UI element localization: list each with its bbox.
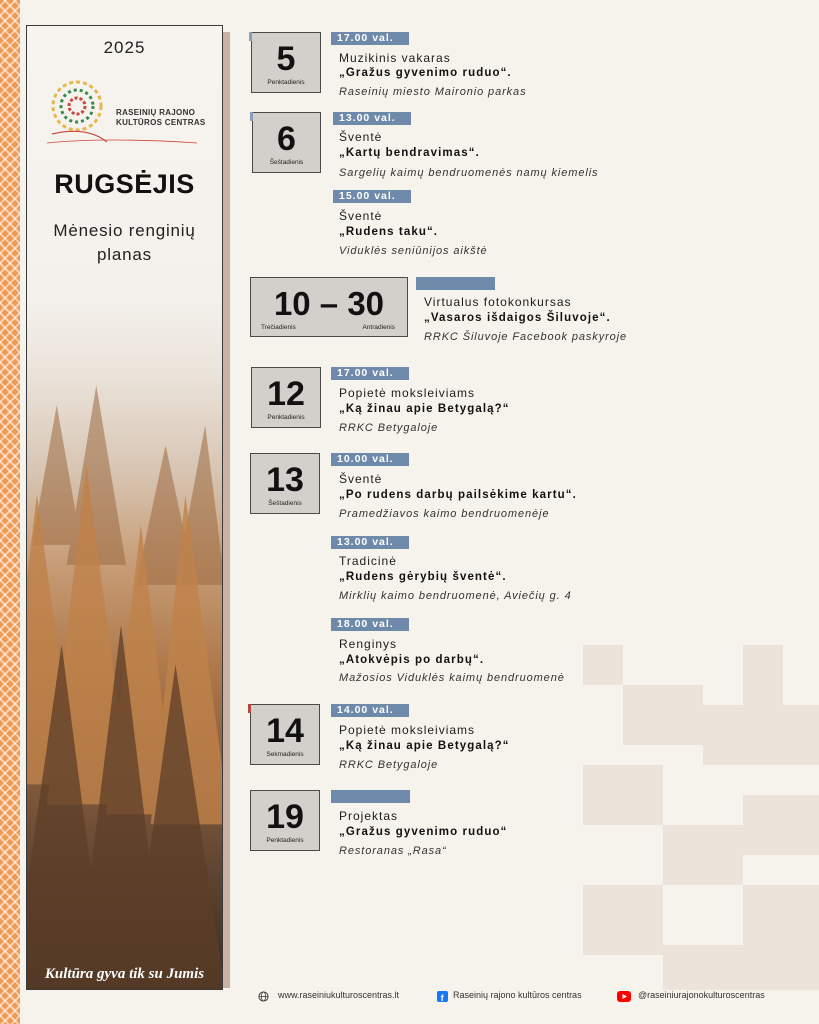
logo-line [47, 135, 197, 147]
time-badge: 14.00 val. [331, 704, 409, 717]
event-place: Viduklės seniūnijos aikštė [339, 245, 488, 257]
facebook-icon [437, 991, 448, 1002]
event-title: „Ką žinau apie Betygalą?“ [339, 740, 510, 752]
event-type: Renginys [339, 637, 398, 651]
event-place: Sargelių kaimų bendruomenės namų kiemelis [339, 167, 599, 179]
event-place: Raseinių miesto Maironio parkas [339, 86, 527, 98]
year-label: 2025 [103, 38, 146, 57]
date-box: 6 Šeštadienis [252, 112, 321, 173]
event-type: Popietė moksleiviams [339, 723, 476, 737]
time-badge [331, 790, 410, 803]
youtube-link[interactable]: @raseiniurajonokulturoscentras [638, 990, 765, 1000]
time-badge: 13.00 val. [333, 112, 411, 125]
event-type: Popietė moksleiviams [339, 386, 476, 400]
svg-text:f: f [440, 993, 444, 1002]
facebook-link[interactable]: Raseinių rajono kultūros centras [453, 990, 582, 1000]
folk-pattern-decoration [583, 645, 819, 990]
event-title: „Gražus gyvenimo ruduo“. [339, 67, 512, 79]
date-box: 5 Penktadienis [251, 32, 321, 93]
event-type: Virtualus fotokonkursas [424, 295, 572, 309]
event-place: RRKC Betygaloje [339, 759, 439, 771]
event-type: Tradicinė [339, 554, 397, 568]
time-badge: 13.00 val. [331, 536, 409, 549]
event-title: „Vasaros išdaigos Šiluvoje“. [424, 312, 611, 324]
website-link[interactable]: www.raseiniukulturoscentras.lt [278, 990, 400, 1000]
time-badge: 17.00 val. [331, 32, 409, 45]
time-badge [416, 277, 495, 290]
globe-icon [258, 991, 269, 1002]
event-type: Šventė [339, 209, 383, 223]
month-title: RUGSĖJIS [54, 169, 195, 199]
event-place: Pramedžiavos kaimo bendruomenėje [339, 508, 550, 520]
event-place: Mažosios Viduklės kaimų bendruomenė [339, 672, 565, 684]
event-type: Muzikinis vakaras [339, 51, 451, 65]
event-title: „Rudens gėrybių šventė“. [339, 571, 507, 583]
event-title: „Atokvėpis po darbų“. [339, 654, 485, 666]
event-type: Projektas [339, 809, 399, 823]
youtube-icon [617, 991, 631, 1002]
event-title: „Gražus gyvenimo ruduo“ [339, 826, 508, 838]
event-title: „Po rudens darbų pailsėkime kartu“. [339, 489, 577, 501]
date-box: 14 Sekmadienis [250, 704, 320, 765]
event-place: RRKC Betygaloje [339, 422, 439, 434]
panel-subtitle: Mėnesio renginių planas [53, 221, 196, 264]
event-title: „Ką žinau apie Betygalą?“ [339, 403, 510, 415]
date-box: 13 Šeštadienis [250, 453, 320, 514]
event-title: „Rudens taku“. [339, 226, 439, 238]
time-badge: 18.00 val. [331, 618, 409, 631]
motto: Kultūra gyva tik su Jumis [44, 966, 205, 982]
event-place: RRKC Šiluvoje Facebook paskyroje [424, 331, 628, 343]
org-name: RASEINIŲ RAJONO KULTŪROS CENTRAS [116, 108, 206, 127]
month-panel [26, 25, 223, 990]
event-title: „Kartų bendravimas“. [339, 147, 480, 159]
event-type: Šventė [339, 472, 383, 486]
event-type: Šventė [339, 130, 383, 144]
event-place: Restoranas „Rasa“ [339, 845, 447, 857]
time-badge: 15.00 val. [333, 190, 411, 203]
date-box: 12 Penktadienis [251, 367, 321, 428]
time-badge: 17.00 val. [331, 367, 409, 380]
event-place: Mirklių kaimo bendruomenė, Aviečių g. 4 [339, 590, 572, 602]
time-badge: 10.00 val. [331, 453, 409, 466]
folk-pattern-border [0, 0, 20, 1024]
date-box: 19 Penktadienis [250, 790, 320, 851]
date-box: 10 – 30 Trečiadienis Antradienis [250, 277, 408, 337]
